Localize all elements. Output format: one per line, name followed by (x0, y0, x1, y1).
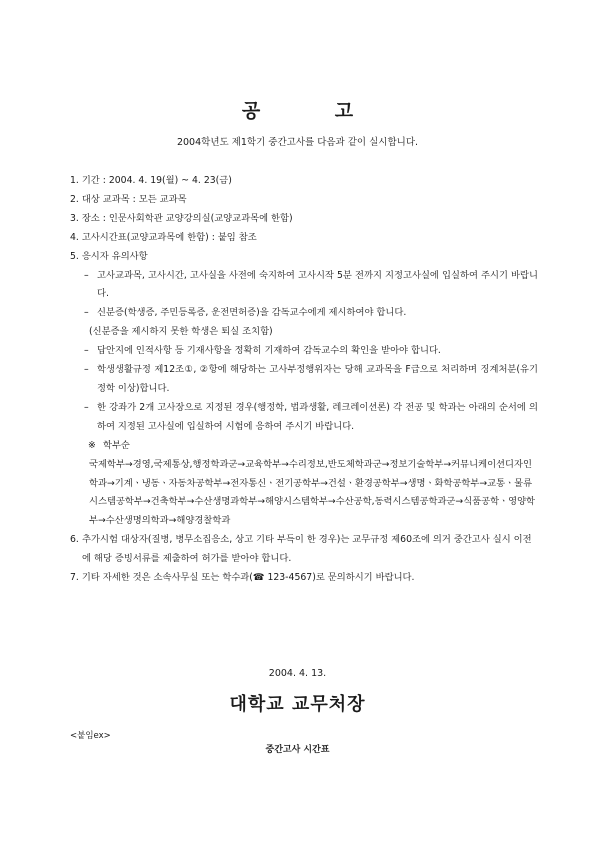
dash-bullet: – (84, 269, 89, 281)
precaution-item (84, 361, 540, 399)
precaution-note: (신분증을 제시하지 못한 학생은 퇴실 조치함) (89, 326, 273, 338)
item-number: 6. (70, 534, 79, 546)
document-title: 공 고 (241, 100, 388, 122)
schedule-title: 중간고사 시간표 (265, 745, 330, 755)
reference-mark-icon: ※ (88, 439, 96, 451)
department-order-list: 국제학부→경영,국제통상,행정학과군→교육학부→수리정보,반도체학과군→정보기술학부→커뮤니케이션디자인학과→기계ㆍ냉동ㆍ자동차공학부→전자통신ㆍ전기공학부→건설ㆍ환경공학부→생명ㆍ화학공학부→교통ㆍ물류시스템공학부→건축학부→수산생명과학부→해양시스템학부→수산공학,동력시스템공학과군→식품공학ㆍ영양학부→수산생명의학과→해양경찰학과 (89, 458, 536, 527)
precaution-item (84, 342, 540, 361)
precaution-text: 한 강좌가 2개 고사장으로 지정된 경우(행정학, 법과생활, 레크레이션론) 각 전공 및 학과는 아래의 순서에 의하여 지정된 고사실에 입실하여 시험에 응하여 주시기 바랍니다. (97, 401, 538, 432)
attachment-label: <붙임ex> (70, 731, 111, 741)
item-contact: 7. 기타 자세한 것은 소속사무실 또는 학수과(☎ 123-4567)로 문의하시기 바랍니다. (70, 572, 415, 584)
item-precautions-heading: 5. 응시자 유의사항 (70, 250, 148, 262)
item-subjects: 2. 대상 교과목 : 모든 교과목 (70, 193, 187, 205)
announcement-body (70, 172, 540, 588)
precaution-text: 고사교과목, 고사시간, 고사실을 사전에 숙지하여 고사시작 5분 전까지 지정고사실에 입실하여 주시기 바랍니다. (97, 269, 538, 300)
precaution-text: 답안지에 인적사항 등 기재사항을 정확히 기재하여 감독교수의 확인을 받아야 합니다. (97, 345, 441, 357)
department-order-label: 학부순 (102, 439, 130, 451)
announcement-date: 2004. 4. 13. (268, 668, 327, 679)
item-location: 3. 장소 : 인문사회학관 교양강의실(교양교과목에 한함) (70, 212, 293, 224)
dash-bullet: – (84, 364, 89, 376)
precaution-text: 신분증(학생증, 주민등록증, 운전면허증)을 감독교수에게 제시하여야 합니다. (97, 307, 407, 319)
item-makeup-exam (70, 531, 540, 569)
precaution-item (84, 399, 540, 437)
precaution-text: 학생생활규정 제12조①, ②항에 해당하는 고사부정행위자는 당해 교과목을 F급으로 처리하며 징계처분(유기정학 이상)합니다. (97, 364, 538, 394)
issuing-office: 대학교 교무처장 (229, 694, 366, 715)
document-subtitle: 2004학년도 제1학기 중간고사를 다음과 같이 실시합니다. (176, 137, 419, 148)
dash-bullet: – (84, 345, 89, 357)
item-timetable: 4. 고사시간표(교양교과목에 한함) : 붙임 참조 (70, 231, 257, 243)
precaution-item (84, 304, 540, 323)
dash-bullet: – (84, 401, 89, 413)
dash-bullet: – (84, 307, 89, 319)
item-text: 추가시험 대상자(질병, 병무소집응소, 상고 기타 부득이 한 경우)는 교무규정 제60조에 의거 중간고사 실시 이전에 해당 증빙서류를 제출하여 허가를 받아야 합니다. (82, 534, 532, 565)
department-order-heading (88, 437, 540, 456)
precaution-item (84, 267, 540, 305)
item-period: 1. 기간 : 2004. 4. 19(월) ~ 4. 23(금) (70, 175, 232, 186)
